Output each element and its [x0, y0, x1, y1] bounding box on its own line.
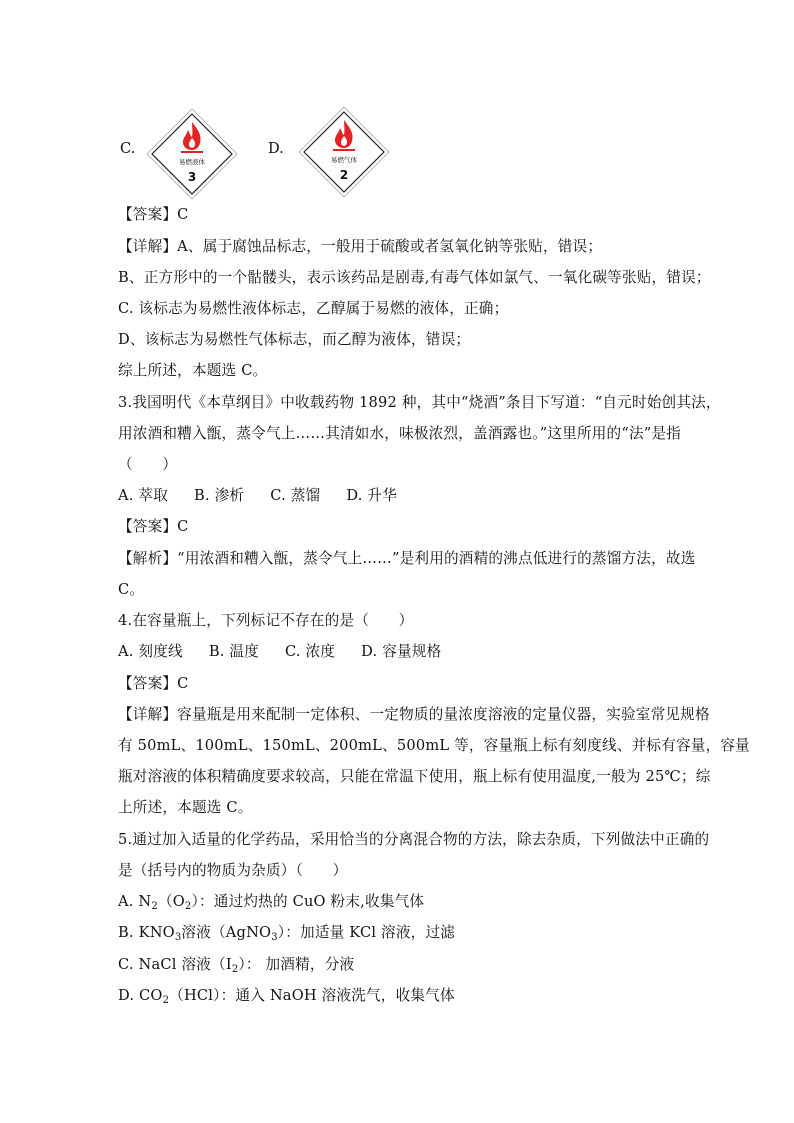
q3-analysis-line1: 【解析】“用浓酒和糟入甑，蒸令气上……”是利用的酒精的沸点低进行的蒸馏方法，故选	[118, 550, 696, 567]
q4-options	[118, 642, 441, 662]
q4-answer: 【答案】C	[118, 675, 189, 692]
q5-stem-line2: 是（括号内的物质为杂质）（ ）	[118, 862, 348, 879]
option-d-label: D.	[268, 140, 284, 157]
q3-stem-line2: 用浓酒和糟入甑，蒸令气上……其清如水，味极浓烈，盖酒露也。”这里所用的“法”是指	[118, 425, 682, 442]
q5-option-c	[118, 955, 354, 975]
q5-b-formula: B. KNO	[118, 924, 175, 941]
q3-options	[118, 486, 397, 506]
q5-option-d	[118, 986, 455, 1006]
sign-d-text: 易燃气体	[331, 156, 357, 164]
hazard-diamond-c	[146, 108, 238, 200]
q2-answer: 【答案】C	[118, 206, 189, 223]
q5-d-method: （HCl）：通入 NaOH 溶液洗气，收集气体	[169, 987, 455, 1004]
q4-detail-line1: 【详解】容量瓶是用来配制一定体积、一定物质的量浓度溶液的定量仪器，实验室常见规格	[118, 706, 710, 723]
q4-detail-line2: 有 50mL、100mL、150mL、200mL、500mL 等，容量瓶上标有刻度线、并标有容量，容量	[118, 737, 750, 754]
q3-option-d: D. 升华	[346, 487, 397, 504]
subscript: 3	[271, 932, 278, 943]
q5-d-formula: D. CO	[118, 987, 163, 1004]
q3-analysis-line2: C。	[118, 581, 145, 598]
subscript: 3	[174, 932, 182, 943]
q3-option-a: A. 萃取	[118, 487, 169, 504]
q5-option-b	[118, 923, 455, 943]
q5-a-formula: A. N	[118, 893, 152, 910]
flammable-liquid-sign	[146, 108, 238, 200]
q3-stem-line1: 3.我国明代《本草纲目》中收载药物 1892 种，其中“烧酒”条目下写道：“自元时始创其法，	[118, 394, 721, 411]
q4-detail-line4: 上所述，本题选 C。	[118, 799, 253, 816]
q2-summary: 综上所述，本题选 C。	[118, 362, 268, 379]
q5-c-method: ）： 加酒精，分液	[238, 956, 355, 973]
q2-detail: 【详解】A、属于腐蚀品标志，一般用于硫酸或者氢氧化钠等张贴，错误；	[118, 238, 603, 255]
hazard-diamond-d	[298, 106, 390, 198]
sign-c-text: 易燃液体	[179, 158, 205, 166]
flammable-gas-sign	[298, 106, 390, 198]
q5-c-formula: C. NaCl 溶液（I	[118, 956, 232, 973]
q4-option-c: C. 浓度	[285, 643, 336, 660]
q5-b-impurity: 溶液（AgNO	[181, 924, 272, 941]
subscript: 2	[151, 901, 158, 912]
q4-stem: 4.在容量瓶上，下列标记不存在的是（ ）	[118, 612, 414, 629]
q4-detail-line3: 瓶对溶液的体积精确度要求较高，只能在常温下使用，瓶上标有使用温度,一般为 25℃；综	[118, 768, 711, 785]
q4-option-a: A. 刻度线	[118, 643, 183, 660]
q3-option-c: C. 蒸馏	[270, 487, 321, 504]
q2-detail-c: C. 该标志为易燃性液体标志，乙醇属于易燃的液体，正确；	[118, 300, 509, 317]
sign-c-number: 3	[187, 170, 197, 184]
option-c-label: C.	[120, 140, 136, 157]
q5-option-a	[118, 892, 424, 912]
q2-detail-d: D、该标志为易燃性气体标志，而乙醇为液体，错误；	[118, 331, 471, 348]
q3-stem-line3: （ ）	[118, 456, 178, 473]
q5-b-method: ）：加适量 KCl 溶液，过滤	[277, 924, 456, 941]
sign-d-number: 2	[339, 168, 349, 182]
q3-answer: 【答案】C	[118, 518, 189, 535]
subscript: 2	[184, 901, 192, 912]
q4-option-b: B. 温度	[208, 643, 260, 660]
q4-option-d: D. 容量规格	[361, 643, 442, 660]
q2-detail-b: B、正方形中的一个骷髅头，表示该药品是剧毒,有毒气体如氯气、一氧化碳等张贴，错误；	[118, 269, 711, 286]
q3-option-b: B. 渗析	[194, 487, 245, 504]
q5-a-method: ）：通过灼热的 CuO 粉末,收集气体	[191, 893, 425, 910]
q5-a-impurity: （O	[157, 893, 185, 910]
q5-stem-line1: 5.通过加入适量的化学药品，采用恰当的分离混合物的方法，除去杂质，下列做法中正确的	[118, 831, 710, 848]
subscript: 2	[231, 964, 239, 975]
subscript: 2	[162, 995, 170, 1006]
